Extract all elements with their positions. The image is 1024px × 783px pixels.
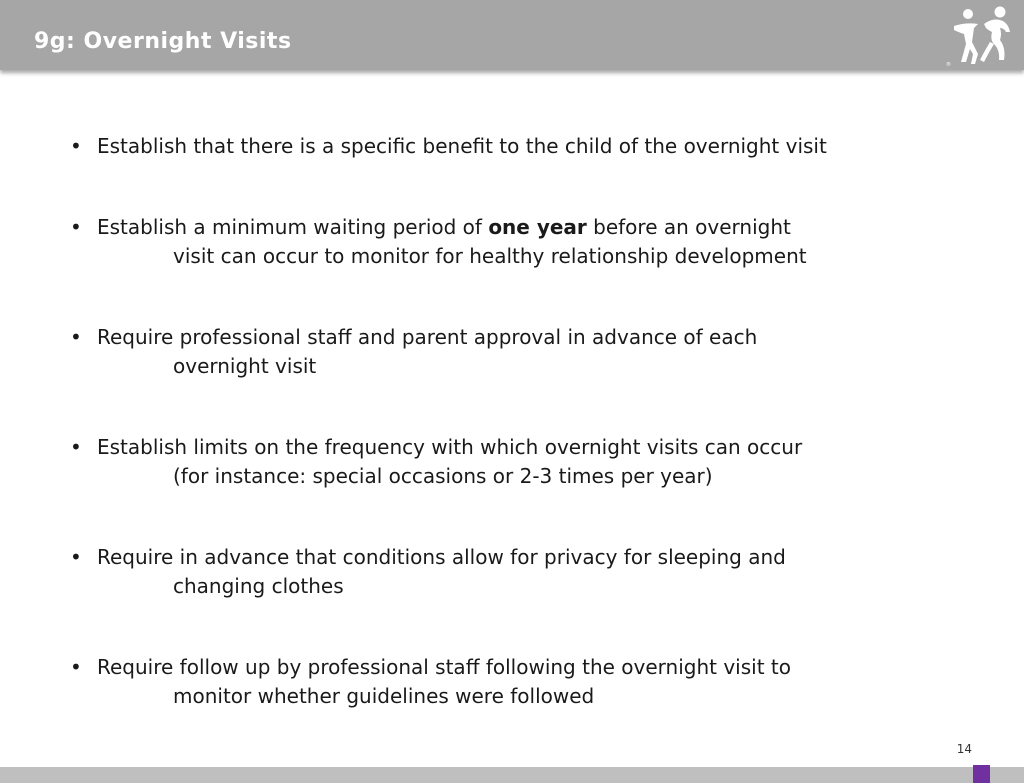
bullet-icon: • [70,435,82,459]
bullet-continuation: visit can occur to monitor for healthy relationship development [173,244,807,268]
bullet-icon: • [70,655,82,679]
bullet-line: Require in advance that conditions allow for privacy for sleeping and [97,545,786,569]
list-item [70,543,1000,601]
list-item [70,132,1000,161]
emphasis-text: one year [488,215,587,239]
bullet-icon: • [70,325,82,349]
bullet-continuation: overnight visit [173,354,317,378]
list-item [70,323,1000,381]
slide-title: 9g: Overnight Visits [34,29,292,54]
bullet-icon: • [70,134,82,158]
page-number: 14 [956,742,972,756]
list-item [70,213,1000,271]
footer-bar [0,767,1024,783]
header-bar [0,0,1024,70]
list-item [70,433,1000,491]
figures-logo-icon [944,4,1016,68]
bullet-line: Establish a minimum waiting period of one year before an overnight [97,215,791,239]
svg-text:®: ® [946,62,951,68]
bullet-line: Establish limits on the frequency with which overnight visits can occur [97,435,803,459]
bullet-continuation: monitor whether guidelines were followed [173,684,595,708]
bullet-icon: • [70,545,82,569]
footer-accent-block [973,765,990,783]
bullet-list [70,132,1000,763]
list-item [70,653,1000,711]
bullet-line: Require follow up by professional staff following the overnight visit to [97,655,791,679]
bullet-line: Require professional staff and parent approval in advance of each [97,325,758,349]
bullet-continuation: (for instance: special occasions or 2-3 times per year) [173,464,713,488]
bullet-icon: • [70,215,82,239]
bullet-continuation: changing clothes [173,574,344,598]
bullet-line: Establish that there is a specific benefit to the child of the overnight visit [97,134,827,158]
